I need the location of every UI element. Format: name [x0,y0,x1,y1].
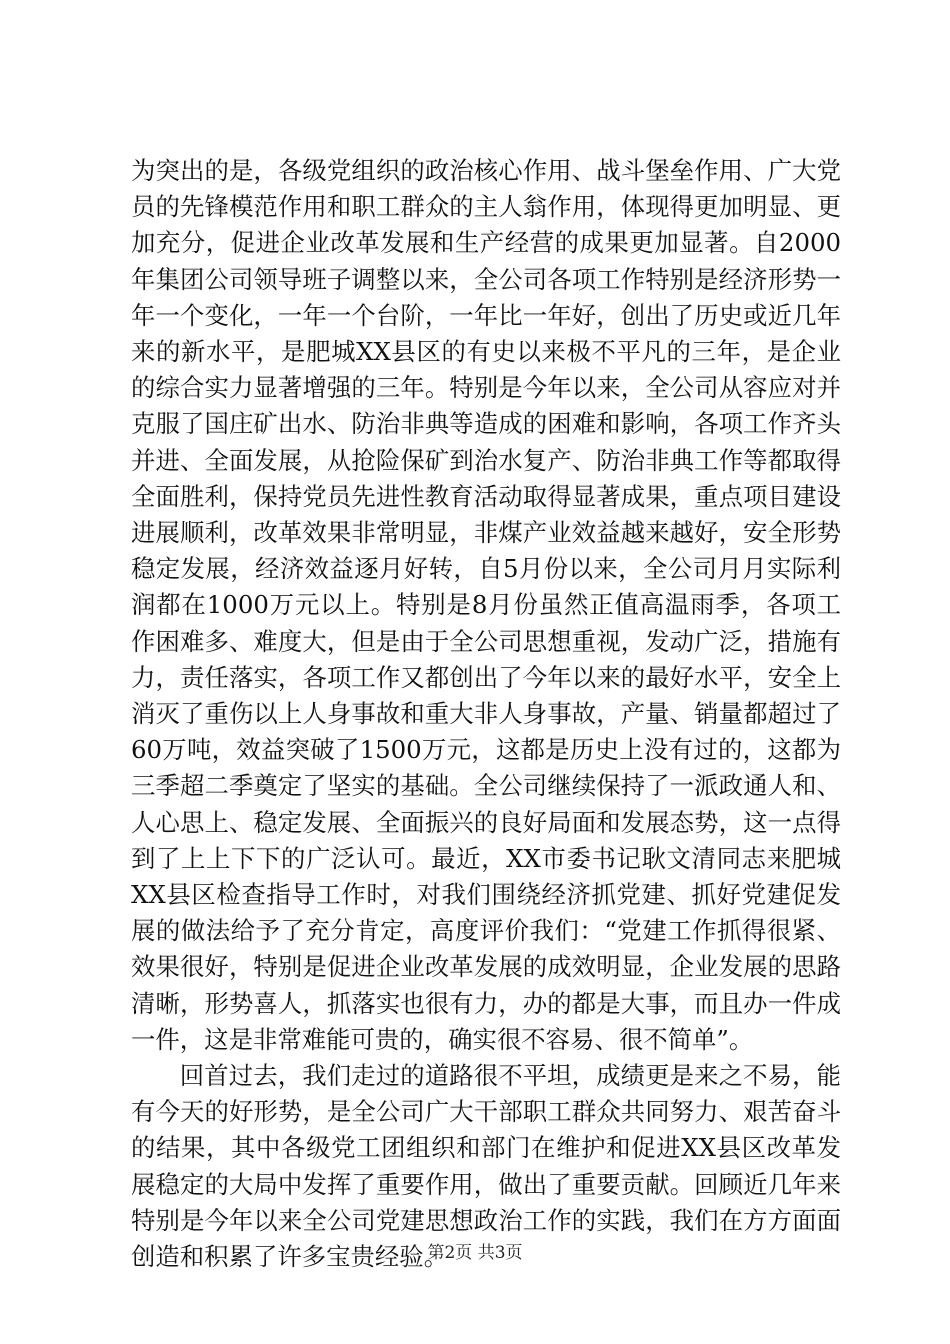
document-body [131,153,841,1275]
page-number-footer: 第2页 共3页 [427,1243,523,1263]
paragraph-retrospect: 回首过去，我们走过的道路很不平坦，成绩更是来之不易，能有今天的好形势，是全公司广大干部职工群众共同努力、艰苦奋斗的结果，其中各级党工团组织和部门在维护和促进XX县区改革发展稳定的大局中发挥了重要作用，做出了重要贡献。回顾近几年来特别是今年以来全公司党建思想政治工作的实践，我们在方方面面创造和积累了许多宝贵经验。 [131,1061,841,1272]
paragraph-continued: 为突出的是，各级党组织的政治核心作用、战斗堡垒作用、广大党员的先锋模范作用和职工群众的主人翁作用，体现得更加明显、更加充分，促进企业改革发展和生产经营的成果更加显著。自2000年集团公司领导班子调整以来，全公司各项工作特别是经济形势一年一个变化，一年一个台阶，一年比一年好，创出了历史或近几年来的新水平，是肥城XX县区的有史以来极不平凡的三年，是企业的综合实力显著增强的三年。特别是今年以来，全公司从容应对并克服了国庄矿出水、防治非典等造成的困难和影响，各项工作齐头并进、全面发展，从抢险保矿到治水复产、防治非典工作等都取得全面胜利，保持党员先进性教育活动取得显著成果，重点项目建设进展顺利，改革效果非常明显，非煤产业效益越来越好，安全形势稳定发展，经济效益逐月好转，自5月份以来，全公司月月实际利润都在1000万元以上。特别是8月份虽然正值高温雨季，各项工作困难多、难度大，但是由于全公司思想重视，发动广泛，措施有力，责任落实，各项工作又都创出了今年以来的最好水平，安全上消灭了重伤以上人身事故和重大非人身事故，产量、销量都超过了60万吨，效益突破了1500万元，这都是历史上没有过的，这都为三季超二季奠定了坚实的基础。全公司继续保持了一派政通人和、人心思上、稳定发展、全面振兴的良好局面和发展态势，这一点得到了上上下下的广泛认可。最近，XX市委书记耿文清同志来肥城XX县区检查指导工作时，对我们围绕经济抓党建、抓好党建促发展的做法给予了充分肯定，高度评价我们：“党建工作抓得很紧、效果很好，特别是促进企业改革发展的成效明显，企业发展的思路清晰，形势喜人，抓落实也很有力，办的都是大事，而且办一件成一件，这是非常难能可贵的，确实很不容易、很不简单”。 [131,156,841,1054]
